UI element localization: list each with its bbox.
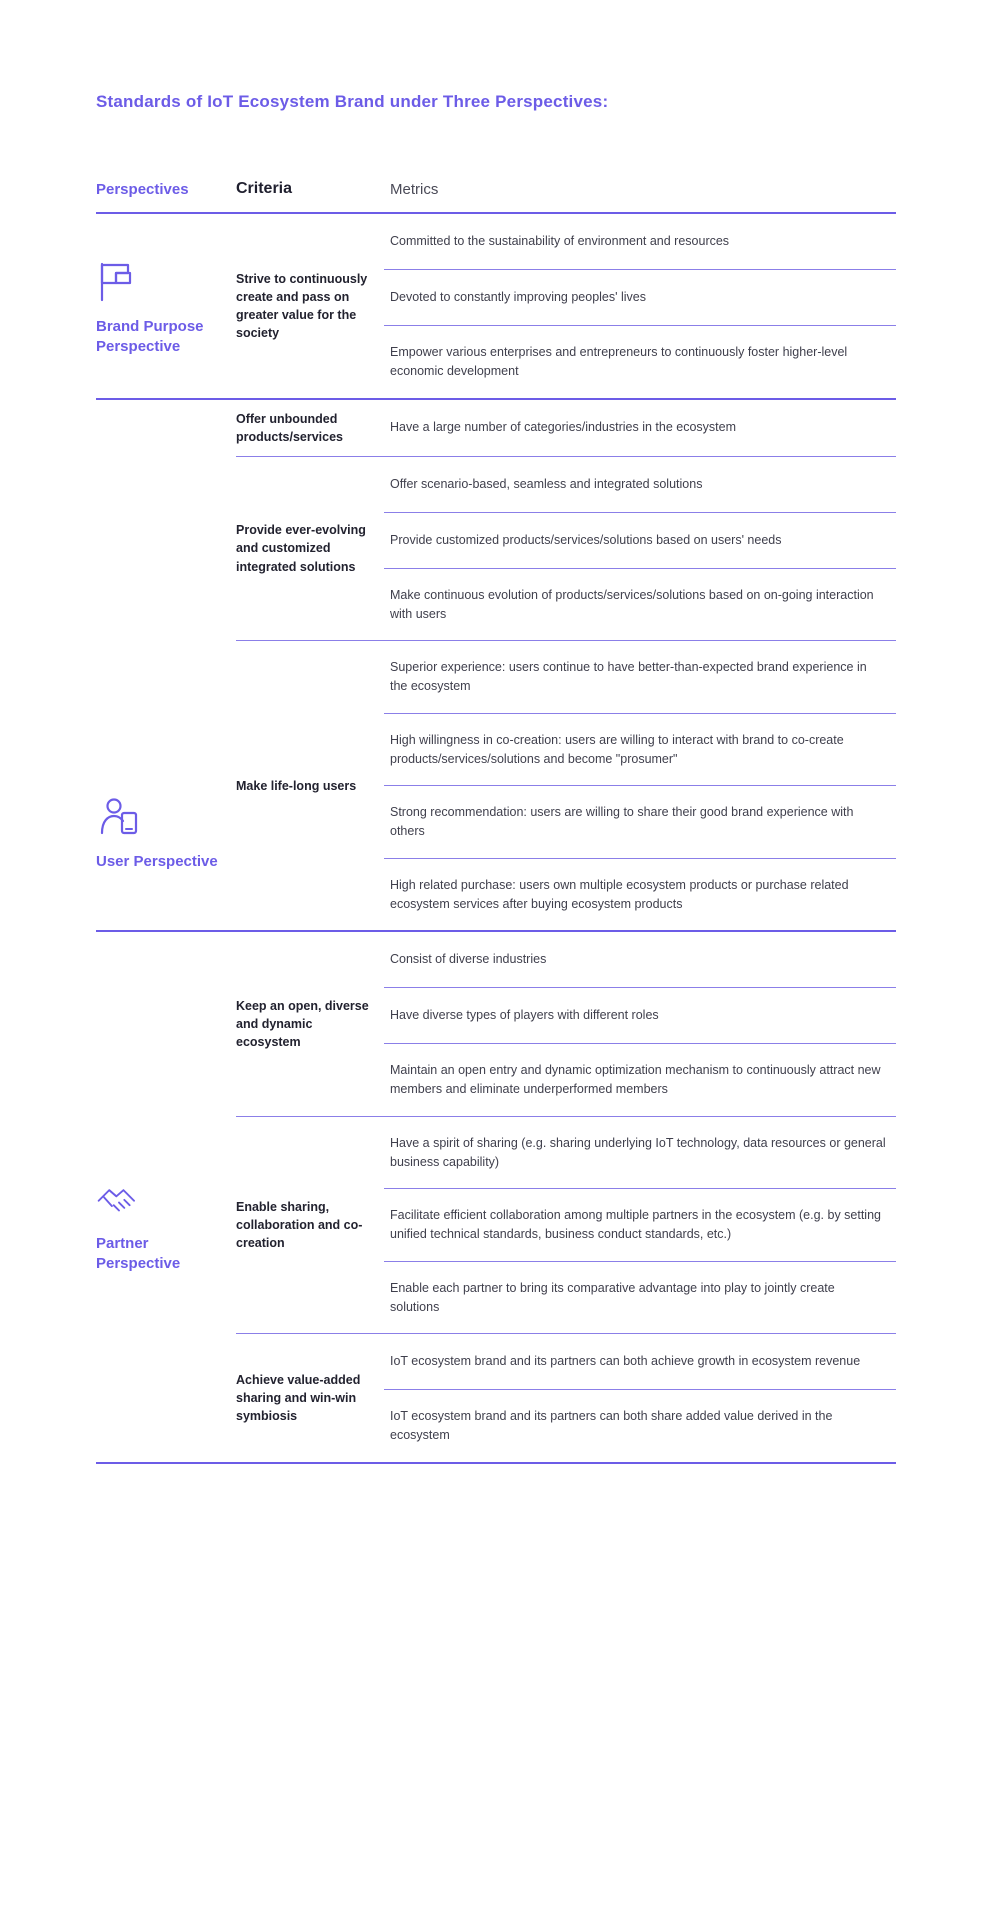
metric-item: Have a large number of categories/industries in the ecosystem [390,420,737,435]
metric-item: Enable each partner to bring its comparative advantage into play to jointly create solutions [390,1280,835,1314]
criteria-group [236,400,896,457]
criteria-cell [236,1117,384,1334]
metric-item: IoT ecosystem brand and its partners can both achieve growth in ecosystem revenue [384,1334,896,1390]
column-header-metrics: Metrics [390,181,439,198]
standards-table [96,180,896,1464]
metrics-list [384,457,896,641]
metric-item: Provide customized products/services/solutions based on users' needs [384,513,896,569]
criteria-text: Provide ever-evolving and customized integrated solutions [236,523,366,574]
perspective-cell [96,932,236,1462]
criteria-text: Offer unbounded products/services [236,411,343,444]
criteria-text: Strive to continuously create and pass on greater value for the society [236,271,368,340]
perspective-cell [96,214,236,398]
metric-item: Maintain an open entry and dynamic optimization mechanism to continuously attract new members and eliminate underperformed members [390,1063,881,1096]
criteria-text: Achieve value-added sharing and win-win symbiosis [236,1372,361,1424]
perspective-block-user [96,400,896,933]
metric-item: High willingness in co-creation: users are willing to interact with brand to co-create products/services/solutions and become "prosumer" [384,714,896,787]
criteria-group [236,932,896,1117]
metric-item: Consist of diverse industries [384,932,896,988]
user-device-icon [96,795,142,839]
criteria-text: Make life-long users [236,778,357,793]
metric-item: High related purchase: users own multiple ecosystem products or purchase related ecosystem services after buying ecosystem products [390,877,849,911]
criteria-group [236,457,896,642]
perspective-block-brand-purpose [96,214,896,400]
criteria-cell [236,641,384,930]
metrics-list [384,641,896,930]
perspective-label: User Perspective [96,852,218,870]
criteria-group [236,1334,896,1462]
metric-item: Make continuous evolution of products/services/solutions based on on-going interaction with users [390,587,874,621]
handshake-icon [96,1177,142,1221]
metric-item: Strong recommendation: users are willing to share their good brand experience with others [384,786,896,859]
perspective-label: Brand Purpose Perspective [96,318,204,355]
criteria-cell [236,214,384,398]
metric-item: Have a spirit of sharing (e.g. sharing underlying IoT technology, data resources or general business capability) [384,1117,896,1190]
perspective-label: Partner Perspective [96,1235,181,1272]
metric-item: Committed to the sustainability of environment and resources [384,214,896,270]
criteria-text: Keep an open, diverse and dynamic ecosystem [236,998,369,1050]
criteria-cell [236,457,384,641]
metric-item: Empower various enterprises and entrepreneurs to continuously foster higher-level economic development [390,345,848,378]
column-header-criteria: Criteria [236,180,293,197]
metrics-list [384,400,896,456]
metrics-list [384,1117,896,1334]
criteria-group [236,641,896,930]
criteria-cell [236,1334,384,1462]
criteria-text: Enable sharing, collaboration and co-creation [236,1199,363,1251]
metric-item: Superior experience: users continue to have better-than-expected brand experience in the ecosystem [384,641,896,714]
metrics-list [384,214,896,398]
criteria-cell [236,932,384,1116]
criteria-cell [236,400,384,456]
column-header-perspectives: Perspectives [96,181,189,198]
metrics-list [384,932,896,1116]
metric-item: Offer scenario-based, seamless and integrated solutions [384,457,896,513]
criteria-group [236,214,896,398]
criteria-group [236,1117,896,1335]
metrics-list [384,1334,896,1462]
metric-item: IoT ecosystem brand and its partners can both share added value derived in the ecosystem [390,1409,833,1442]
perspective-cell [96,400,236,931]
flag-icon [96,260,142,304]
page-title: Standards of IoT Ecosystem Brand under Three Perspectives: [96,92,609,111]
metric-item: Facilitate efficient collaboration among multiple partners in the ecosystem (e.g. by setting unified technical standards, business conduct standards, etc.) [384,1189,896,1262]
metric-item: Devoted to constantly improving peoples' lives [384,270,896,326]
metric-item: Have diverse types of players with different roles [384,988,896,1044]
table-header-row [96,180,896,214]
perspective-block-partner [96,932,896,1464]
